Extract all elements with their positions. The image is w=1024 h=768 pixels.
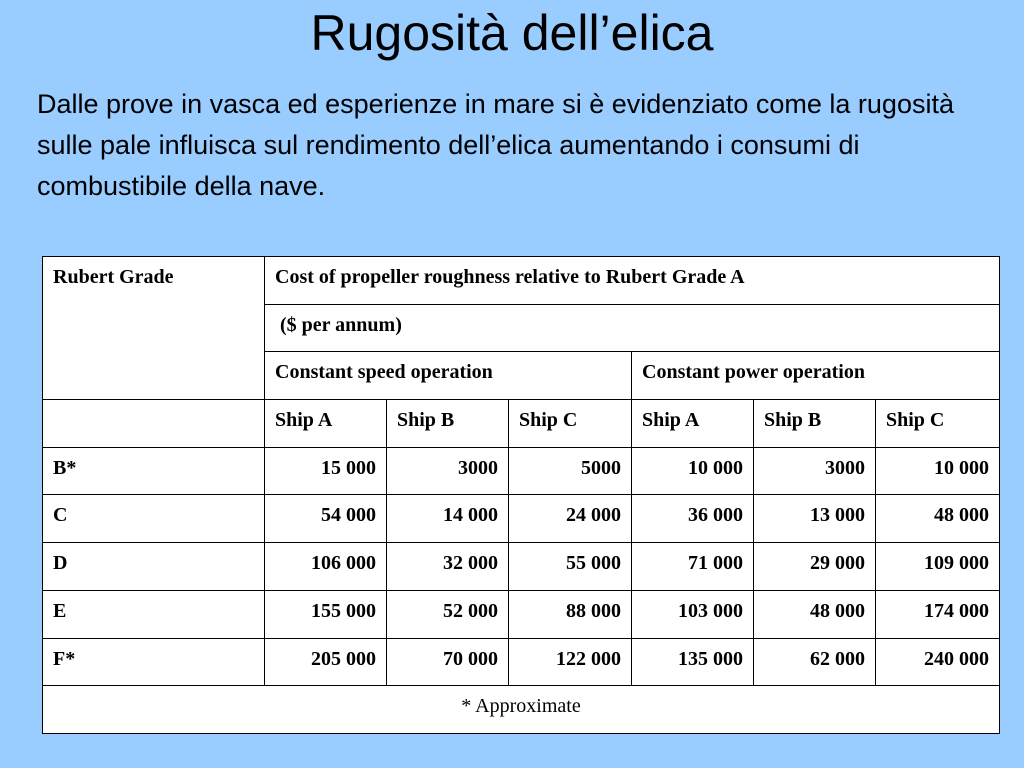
footnote: * Approximate: [43, 686, 1000, 734]
value-cell: 3000: [754, 447, 876, 495]
value-cell: 70 000: [387, 638, 509, 686]
value-cell: 15 000: [265, 447, 387, 495]
roughness-cost-table-container: [42, 256, 999, 734]
value-cell: 54 000: [265, 495, 387, 543]
group-title-cell: Cost of propeller roughness relative to Rubert Grade A: [265, 257, 1000, 305]
table-row: [43, 638, 1000, 686]
ship-header-cell: Ship C: [876, 400, 1000, 448]
value-cell: 109 000: [876, 543, 1000, 591]
value-cell: 155 000: [265, 590, 387, 638]
grade-cell: C: [43, 495, 265, 543]
value-cell: 48 000: [876, 495, 1000, 543]
ship-header-cell: Ship A: [265, 400, 387, 448]
value-cell: 106 000: [265, 543, 387, 591]
ship-header-cell: Ship A: [632, 400, 754, 448]
group-unit-cell: ($ per annum): [265, 304, 1000, 352]
rubert-grade-header: Rubert Grade: [43, 257, 265, 400]
grade-cell: D: [43, 543, 265, 591]
value-cell: 122 000: [509, 638, 632, 686]
value-cell: 32 000: [387, 543, 509, 591]
slide-body-text: Dalle prove in vasca ed esperienze in mare si è evidenziato come la rugosità sulle pale influisca sul rendimento dell’elica aumentando i consumi di combustibile della nave.: [37, 89, 954, 201]
value-cell: 36 000: [632, 495, 754, 543]
value-cell: 3000: [387, 447, 509, 495]
table-row: [43, 495, 1000, 543]
value-cell: 71 000: [632, 543, 754, 591]
subgroup-power-cell: Constant power operation: [632, 352, 1000, 400]
table-row: [43, 590, 1000, 638]
value-cell: 13 000: [754, 495, 876, 543]
value-cell: 48 000: [754, 590, 876, 638]
grade-cell: F*: [43, 638, 265, 686]
empty-header-cell: [43, 400, 265, 448]
ship-header-cell: Ship B: [754, 400, 876, 448]
table-row: [43, 447, 1000, 495]
subgroup-speed-cell: Constant speed operation: [265, 352, 632, 400]
grade-cell: B*: [43, 447, 265, 495]
value-cell: 14 000: [387, 495, 509, 543]
value-cell: 174 000: [876, 590, 1000, 638]
table-header-row-ships: [43, 400, 1000, 448]
ship-header-cell: Ship B: [387, 400, 509, 448]
roughness-cost-table: [42, 256, 1000, 734]
table-footnote-row: [43, 686, 1000, 734]
value-cell: 55 000: [509, 543, 632, 591]
value-cell: 52 000: [387, 590, 509, 638]
grade-cell: E: [43, 590, 265, 638]
value-cell: 10 000: [632, 447, 754, 495]
value-cell: 5000: [509, 447, 632, 495]
value-cell: 88 000: [509, 590, 632, 638]
slide-title: Rugosità dell’elica: [310, 5, 714, 61]
value-cell: 103 000: [632, 590, 754, 638]
table-header-row-1: [43, 257, 1000, 305]
table-row: [43, 543, 1000, 591]
value-cell: 205 000: [265, 638, 387, 686]
value-cell: 135 000: [632, 638, 754, 686]
value-cell: 62 000: [754, 638, 876, 686]
value-cell: 24 000: [509, 495, 632, 543]
ship-header-cell: Ship C: [509, 400, 632, 448]
value-cell: 240 000: [876, 638, 1000, 686]
value-cell: 10 000: [876, 447, 1000, 495]
value-cell: 29 000: [754, 543, 876, 591]
